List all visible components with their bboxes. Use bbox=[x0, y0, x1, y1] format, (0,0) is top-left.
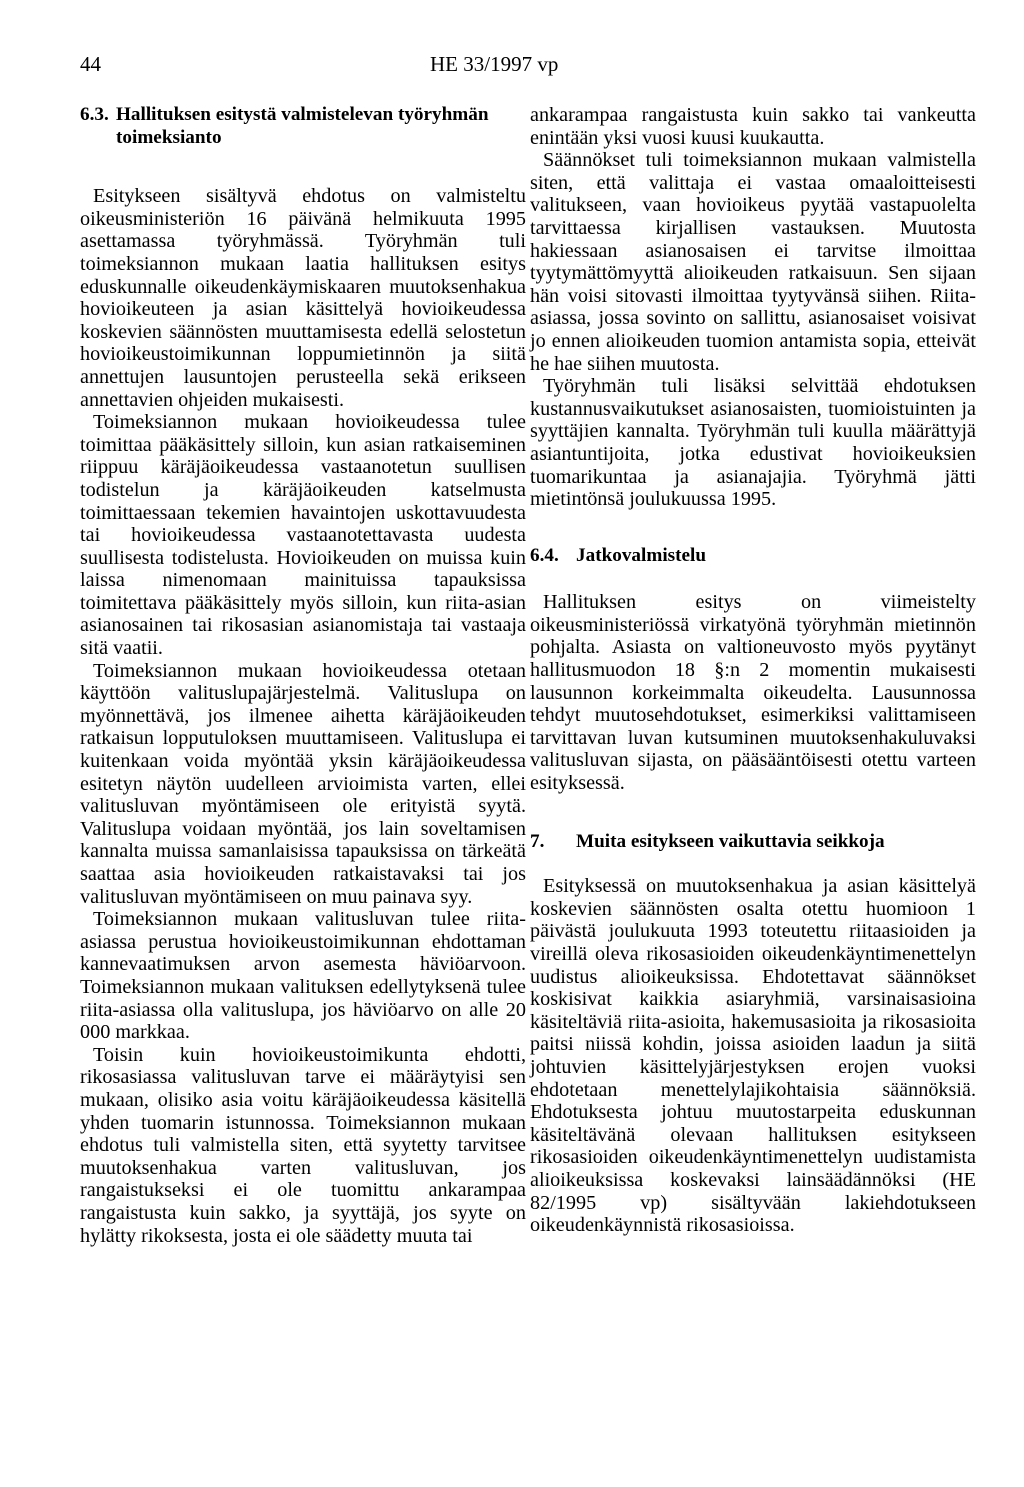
paragraph: Toimeksiannon mukaan hovioikeudessa otetaan käyttöön valituslupajärjestelmä. Valituslupa on myönnettävä, jos ilmenee aihetta käräjäoikeuden ratkaisun lopputuloksen muuttamiseen. Valituslupa ei kuitenkaan voida myöntää yksin käräjäoikeudessa esitetyn näytön uudelleen arvioimista varten, ellei valitusluvan myöntämiseen ole erityistä syytä. Valituslupa voidaan myöntää, jos lain soveltamisen kannalta muissa samanlaisissa tapauksissa on tärkeätä saattaa asia hovioikeuden ratkaistavaksi tai jos valitusluvan myöntämiseen on muu painava syy. bbox=[80, 659, 526, 908]
paragraph: Toisin kuin hovioikeustoimikunta ehdotti, rikosasiassa valitusluvan tarve ei määräytyisi sen mukaan, olisiko asia voitu käräjäoikeudessa käsitellä yhden tuomarin istunnossa. Toimeksiannon mukaan ehdotus tuli valmistella siten, että syytetty tarvitsee muutoksenhakua varten valitusluvan, jos rangaistukseksi ei ole tuomittu ankarampaa rangaistusta kuin sakko, ja syyttäjä, jos syyte on hylätty rikoksesta, josta ei ole säädetty muuta tai bbox=[80, 1043, 526, 1247]
paragraph: Hallituksen esitys on viimeistelty oikeusministeriössä virkatyönä työryhmän mietinnön pohjalta. Asiasta on valtioneuvosto myös pyytänyt hallitusmuodon 18 §:n 2 momentin mukaisesti lausunnon korkeimmalta oikeudelta. Lausunnossa tehdyt muutosehdotukset, esimerkiksi valittamiseen tarvittavan luvan kutsuminen muutoksenhakuluvaksi valitusluvan sijasta, on pääsääntöisesti otettu varteen esityksessä. bbox=[530, 591, 976, 795]
section-6-3-heading bbox=[80, 104, 526, 149]
section-7-heading bbox=[530, 831, 976, 854]
paragraph: ankarampaa rangaistusta kuin sakko tai vankeutta enintään yksi vuosi kuusi kuukautta. bbox=[530, 104, 976, 149]
section-title: Hallituksen esitystä valmistelevan työryhmän toimeksianto bbox=[116, 104, 489, 148]
right-column bbox=[530, 104, 976, 1237]
page-number: 44 bbox=[80, 52, 101, 76]
section-number: 6.4. bbox=[530, 544, 559, 566]
section-6-4-heading bbox=[530, 545, 976, 568]
paragraph: Toimeksiannon mukaan hovioikeudessa tulee toimittaa pääkäsittely silloin, kun asian ratkaiseminen riippuu käräjäoikeudessa vastaanotetun suullisen todistelun ja käräjäoikeuden katselmusta toimittaessaan tekemien havaintojen uskottavuudesta tai hovioikeudessa vastaanotettavasta uudesta suullisesta todistelusta. Hovioikeuden on muissa kuin laissa nimenomaan mainituissa tapauksissa toimitettava pääkäsittely myös silloin, kun riita-asian asianosainen tai rikosasian asianomistaja tai vastaaja sitä vaatii. bbox=[80, 411, 526, 660]
document-id: HE 33/1997 vp bbox=[430, 52, 559, 76]
left-column bbox=[80, 104, 526, 1247]
section-number: 6.3. bbox=[80, 104, 109, 125]
paragraph: Esitykseen sisältyvä ehdotus on valmisteltu oikeusministeriön 16 päivänä helmikuuta 1995 asettamassa työryhmässä. Työryhmän tuli toimeksiannon mukaan laatia hallituksen esitys eduskunnalle oikeudenkäymiskaaren muutoksenhakua hovioikeuteen ja asian käsittelyä hovioikeudessa koskevien säännösten muuttamisesta edellä selostetun hovioikeustoimikunnan loppumietinnön ja siitä annettujen lausuntojen perusteella sekä erikseen annettavien ohjeiden mukaisesti. bbox=[80, 185, 526, 411]
section-number: 7. bbox=[530, 830, 545, 852]
paragraph: Säännökset tuli toimeksiannon mukaan valmistella siten, että valittaja ei vastaa omaaloitteisesti valitukseen, vaan hovioikeus pyytää vastapuolelta tarvittaessa kirjallisen vastauksen. Muutosta hakiessaan asianosaisen ei tarvitse ilmoittaa tyytymättömyyttä alioikeuden ratkaisuun. Sen sijaan hän voisi sitovasti ilmoittaa tyytyvänsä siihen. Riita-asiassa, jossa sovinto on sallittu, asianosaiset voisivat jo ennen alioikeuden tuomion antamista sopia, etteivät he hae siihen muutosta. bbox=[530, 149, 976, 375]
section-title: Jatkovalmistelu bbox=[576, 544, 707, 566]
section-title: Muita esitykseen vaikuttavia seikkoja bbox=[576, 830, 885, 852]
paragraph: Työryhmän tuli lisäksi selvittää ehdotuksen kustannusvaikutukset asianosaisten, tuomioistuinten ja syyttäjien kannalta. Työryhmän tuli kuulla määrättyjä asiantuntijoita, jotka edustivat hovioikeuksien tuomarikuntaa ja asianajajia. Työryhmä jätti mietintönsä joulukuussa 1995. bbox=[530, 375, 976, 511]
paragraph: Esityksessä on muutoksenhakua ja asian käsittelyä koskevien säännösten osalta otettu huomioon 1 päivästä joulukuuta 1993 toteutettu riitaasioiden ja vireillä oleva rikosasioiden oikeudenkäyntimenettelyn uudistus alioikeuksissa. Ehdotettavat säännökset koskisivat kaikkia asiaryhmiä, varsinaisasioina käsiteltäviä riita-asioita, hakemusasioita ja rikosasioita paitsi niissä kohdin, joissa asioiden laadun ja siitä johtuvien käsittelyjärjestyksen erojen vuoksi ehdotetaan menettelylajikohtaisia säännöksiä. Ehdotuksesta johtuu muutostarpeita eduskunnan käsiteltävänä olevaan hallituksen esitykseen rikosasioiden oikeudenkäyntimenettelyn uudistamista alioikeuksissa koskevaksi lainsäädännöksi (HE 82/1995 vp) sisältyvään lakiehdotukseen oikeudenkäynnistä rikosasioissa. bbox=[530, 875, 976, 1237]
paragraph: Toimeksiannon mukaan valitusluvan tulee riita-asiassa perustua hovioikeustoimikunnan ehdottaman kannevaatimuksen arvon asemesta häviöarvoon. Toimeksiannon mukaan valituksen edellytyksenä tulee riita-asiassa olla valituslupa, jos häviöarvo on alle 20 000 markkaa. bbox=[80, 908, 526, 1044]
